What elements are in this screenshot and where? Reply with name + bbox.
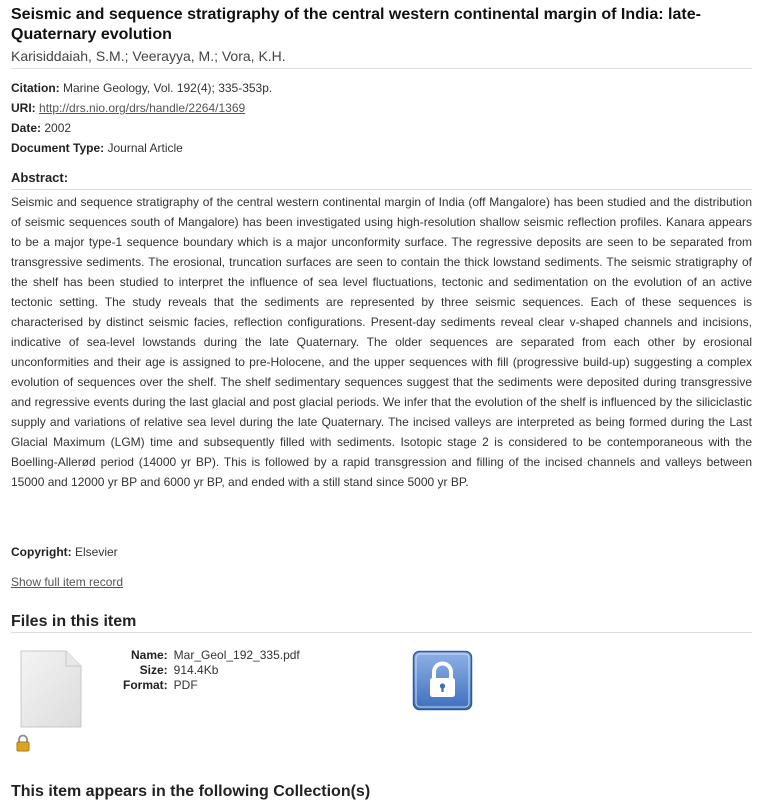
file-format-row xyxy=(120,678,303,693)
date-row xyxy=(11,120,71,136)
date-label: Date: xyxy=(11,121,42,135)
full-record-row xyxy=(11,574,123,590)
document-thumbnail-icon[interactable] xyxy=(20,650,82,728)
access-lock-icon xyxy=(15,734,31,752)
divider xyxy=(11,632,752,633)
item-title: Seismic and sequence stratigraphy of the central western continental margin of India: late-Quaternary evolution xyxy=(11,6,701,43)
copyright-row xyxy=(11,544,118,560)
file-size-row xyxy=(120,663,303,678)
doctype-value: Journal Article xyxy=(107,141,183,155)
restricted-access-lock-icon[interactable] xyxy=(412,650,473,711)
item-authors: Karisiddaiah, S.M.; Veerayya, M.; Vora, K.H. xyxy=(11,48,286,64)
doctype-row xyxy=(11,140,183,156)
file-details xyxy=(120,648,303,693)
citation-row xyxy=(11,80,272,96)
citation-value: Marine Geology, Vol. 192(4); 335-353p. xyxy=(63,81,273,95)
file-name-value[interactable]: Mar_Geol_192_335.pdf xyxy=(173,648,300,662)
file-size-label: Size: xyxy=(139,663,168,677)
file-size-value: 914.4Kb xyxy=(173,663,219,677)
copyright-value: Elsevier xyxy=(75,545,118,559)
uri-label: URI: xyxy=(11,101,36,115)
divider xyxy=(11,189,752,190)
file-name-label: Name: xyxy=(130,648,168,662)
date-value: 2002 xyxy=(44,121,72,135)
uri-link[interactable]: http://drs.nio.org/drs/handle/2264/1369 xyxy=(39,101,246,115)
divider xyxy=(11,68,752,69)
file-format-value: PDF xyxy=(173,678,198,692)
doctype-label: Document Type: xyxy=(11,141,105,155)
citation-label: Citation: xyxy=(11,81,60,95)
abstract-text: Seismic and sequence stratigraphy of the central western continental margin of India (off Mangalore) has been studied and the distribution of seismic sequences south of Mangalore) has been investigated using high-resolution shallow seismic reflection profiles. Kanara appears to be a major type-1 sequence boundary which is a major unconformity surface. The regressive deposits are seen to be separated from transgressive sediments. The erosional, truncation surfaces are seen to contain the thick lowstand sediments. The seismic stratigraphy of the shelf has been studied to interpret the influence of sea level fluctuations, tectonic and sedimentation on the evolution of an active tectonic setting. The study reveals that the sediments are represented by three seismic sequences. Each of these sequences is characterised by distinct seismic facies, reflection configurations. Present-day sediments reveal clear v-shaped channels and incisions, indicative of sea-level lowstands during the late Quaternary. The older sequences are separated from each other by erosional unconformities and their age is assigned to pre-Holocene, and the upper sequences with fill (progressive build-up) suggesting a complex evolution of sequences over the shelf. The shelf sedimentary sequences suggest that the sediments were deposited during transgressive and regressive events during the last glacial and post glacial periods. We infer that the evolution of the shelf is influenced by the siliciclastic supply and variations of relative sea level during the late Quaternary. The incised valleys are interpreted as being formed during the Last Glacial Maximum (LGM) time and subsequently filled with sediments. Isotopic stage 2 is considered to be contemporaneous with the Boelling-Allerød period (14000 yr BP). This is followed by a rapid transgression and filling of the incised channels and valleys between 15000 and 12000 yr BP and 6000 yr BP, and ended with a still stand since 5000 yr BP. xyxy=(11,195,752,489)
collections-heading: This item appears in the following Collection(s) xyxy=(11,783,371,800)
file-name-row xyxy=(120,648,303,663)
file-format-label: Format: xyxy=(123,678,168,692)
abstract-label: Abstract: xyxy=(11,170,69,185)
uri-row xyxy=(11,100,245,116)
copyright-label: Copyright: xyxy=(11,545,72,559)
full-item-record-link[interactable]: Show full item record xyxy=(11,575,124,589)
files-heading: Files in this item xyxy=(11,613,137,630)
